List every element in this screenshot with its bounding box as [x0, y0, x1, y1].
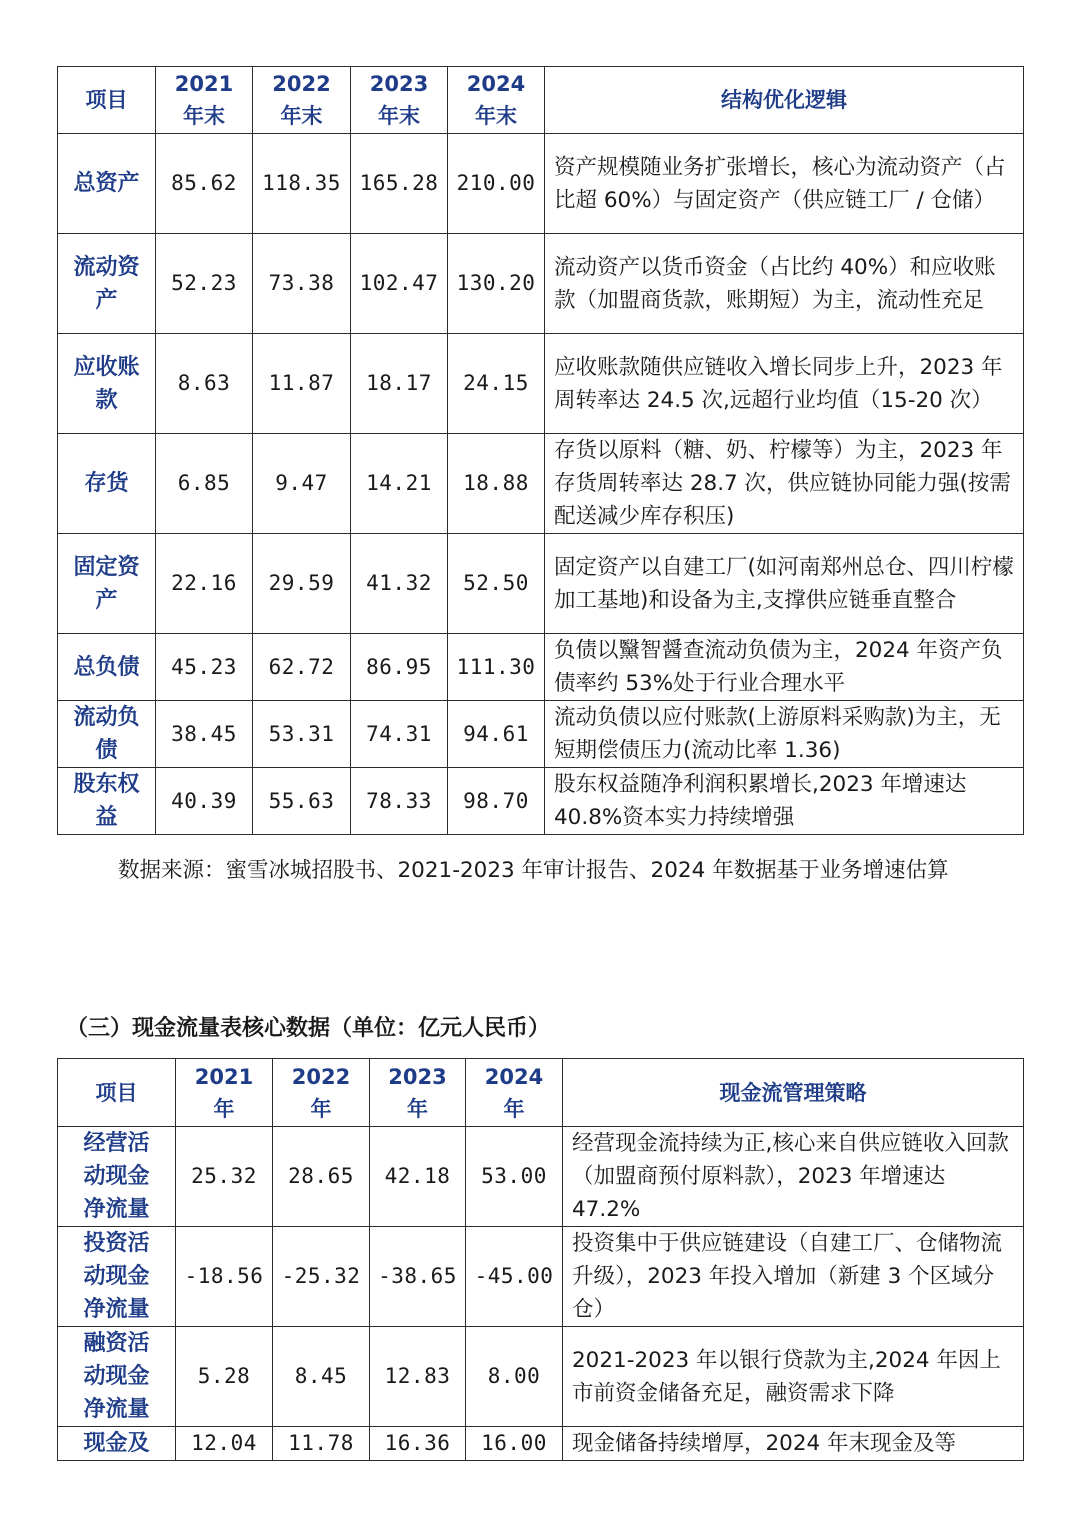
value-cell: 12.04 — [176, 1427, 273, 1461]
value-cell: 22.16 — [156, 534, 253, 634]
table-row — [58, 1127, 1024, 1227]
logic-cell: 股东权益随净利润积累增长,2023 年增速达 40.8%资本实力持续增强 — [545, 768, 1024, 835]
value-cell: 8.63 — [156, 334, 253, 434]
value-cell: 118.35 — [253, 134, 351, 234]
row-label: 现金及 — [58, 1427, 176, 1461]
column-header: 2024 年 — [466, 1059, 563, 1127]
row-label: 投资活 动现金 净流量 — [58, 1227, 176, 1327]
value-cell: 74.31 — [351, 701, 448, 768]
row-label: 应收账 款 — [58, 334, 156, 434]
logic-cell: 负债以黳智醤查流动负债为主，2024 年资产负债率约 53%处于行业合理水平 — [545, 634, 1024, 701]
logic-cell: 现金储备持续增厚，2024 年末现金及等 — [563, 1427, 1024, 1461]
column-header: 2022 年 — [273, 1059, 370, 1127]
logic-cell: 存货以原料（糖、奶、柠檬等）为主，2023 年存货周转率达 28.7 次，供应链协同能力强(按需配送减少库存积压) — [545, 434, 1024, 534]
table-row — [58, 701, 1024, 768]
value-cell: 16.36 — [370, 1427, 466, 1461]
value-cell: 5.28 — [176, 1327, 273, 1427]
row-label: 融资活 动现金 净流量 — [58, 1327, 176, 1427]
table-row — [58, 1327, 1024, 1427]
table-row — [58, 234, 1024, 334]
table-row — [58, 634, 1024, 701]
row-label: 总资产 — [58, 134, 156, 234]
row-label: 存货 — [58, 434, 156, 534]
value-cell: 98.70 — [448, 768, 545, 835]
logic-cell: 固定资产以自建工厂(如河南郑州总仓、四川柠檬加工基地)和设备为主,支撑供应链垂直整合 — [545, 534, 1024, 634]
table-header-row — [58, 67, 1024, 134]
value-cell: 41.32 — [351, 534, 448, 634]
column-header: 2023 年末 — [351, 67, 448, 134]
row-label: 流动资 产 — [58, 234, 156, 334]
value-cell: 52.50 — [448, 534, 545, 634]
value-cell: 25.32 — [176, 1127, 273, 1227]
value-cell: 11.87 — [253, 334, 351, 434]
logic-cell: 流动资产以货币资金（占比约 40%）和应收账款（加盟商货款，账期短）为主，流动性充足 — [545, 234, 1024, 334]
table-row — [58, 334, 1024, 434]
value-cell: 85.62 — [156, 134, 253, 234]
value-cell: 52.23 — [156, 234, 253, 334]
value-cell: 6.85 — [156, 434, 253, 534]
value-cell: 45.23 — [156, 634, 253, 701]
logic-cell: 流动负债以应付账款(上游原料采购款)为主，无短期偿债压力(流动比率 1.36) — [545, 701, 1024, 768]
value-cell: 38.45 — [156, 701, 253, 768]
column-header: 现金流管理策略 — [563, 1059, 1024, 1127]
value-cell: 62.72 — [253, 634, 351, 701]
column-header: 2021 年末 — [156, 67, 253, 134]
logic-cell: 投资集中于供应链建设（自建工厂、仓储物流升级），2023 年投入增加（新建 3 个区域分仓） — [563, 1227, 1024, 1327]
column-header: 项目 — [58, 67, 156, 134]
value-cell: 40.39 — [156, 768, 253, 835]
table-header-row — [58, 1059, 1024, 1127]
table-row — [58, 134, 1024, 234]
value-cell: 8.45 — [273, 1327, 370, 1427]
value-cell: -45.00 — [466, 1227, 563, 1327]
value-cell: 111.30 — [448, 634, 545, 701]
value-cell: 94.61 — [448, 701, 545, 768]
value-cell: 78.33 — [351, 768, 448, 835]
value-cell: 165.28 — [351, 134, 448, 234]
balance-sheet-table — [57, 66, 1024, 835]
value-cell: 53.00 — [466, 1127, 563, 1227]
table-row — [58, 1227, 1024, 1327]
value-cell: -18.56 — [176, 1227, 273, 1327]
value-cell: 210.00 — [448, 134, 545, 234]
cashflow-table — [57, 1058, 1024, 1461]
value-cell: 12.83 — [370, 1327, 466, 1427]
value-cell: 130.20 — [448, 234, 545, 334]
value-cell: 24.15 — [448, 334, 545, 434]
table-row — [58, 434, 1024, 534]
value-cell: 86.95 — [351, 634, 448, 701]
table-row — [58, 768, 1024, 835]
value-cell: 42.18 — [370, 1127, 466, 1227]
value-cell: 28.65 — [273, 1127, 370, 1227]
value-cell: 53.31 — [253, 701, 351, 768]
value-cell: 8.00 — [466, 1327, 563, 1427]
value-cell: 102.47 — [351, 234, 448, 334]
table-row — [58, 534, 1024, 634]
column-header: 2022 年末 — [253, 67, 351, 134]
value-cell: 18.88 — [448, 434, 545, 534]
table-row — [58, 1427, 1024, 1461]
row-label: 流动负 债 — [58, 701, 156, 768]
row-label: 经营活 动现金 净流量 — [58, 1127, 176, 1227]
value-cell: 73.38 — [253, 234, 351, 334]
row-label: 总负债 — [58, 634, 156, 701]
value-cell: -38.65 — [370, 1227, 466, 1327]
value-cell: 16.00 — [466, 1427, 563, 1461]
column-header: 项目 — [58, 1059, 176, 1127]
column-header: 2021 年 — [176, 1059, 273, 1127]
row-label: 固定资 产 — [58, 534, 156, 634]
column-header: 结构优化逻辑 — [545, 67, 1024, 134]
data-source-note: 数据来源：蜜雪冰城招股书、2021-2023 年审计报告、2024 年数据基于业务增速估算 — [118, 858, 949, 883]
column-header: 2023 年 — [370, 1059, 466, 1127]
cashflow-section-title: （三）现金流量表核心数据（单位：亿元人民币） — [66, 1016, 551, 1041]
logic-cell: 资产规模随业务扩张增长，核心为流动资产（占比超 60%）与固定资产（供应链工厂 / 仓储） — [545, 134, 1024, 234]
value-cell: 18.17 — [351, 334, 448, 434]
value-cell: 55.63 — [253, 768, 351, 835]
logic-cell: 应收账款随供应链收入增长同步上升，2023 年周转率达 24.5 次,远超行业均值（15-20 次） — [545, 334, 1024, 434]
value-cell: -25.32 — [273, 1227, 370, 1327]
value-cell: 29.59 — [253, 534, 351, 634]
logic-cell: 2021-2023 年以银行贷款为主,2024 年因上市前资金储备充足，融资需求下降 — [563, 1327, 1024, 1427]
row-label: 股东权 益 — [58, 768, 156, 835]
value-cell: 14.21 — [351, 434, 448, 534]
logic-cell: 经营现金流持续为正,核心来自供应链收入回款（加盟商预付原料款），2023 年增速达 47.2% — [563, 1127, 1024, 1227]
column-header: 2024 年末 — [448, 67, 545, 134]
value-cell: 9.47 — [253, 434, 351, 534]
value-cell: 11.78 — [273, 1427, 370, 1461]
